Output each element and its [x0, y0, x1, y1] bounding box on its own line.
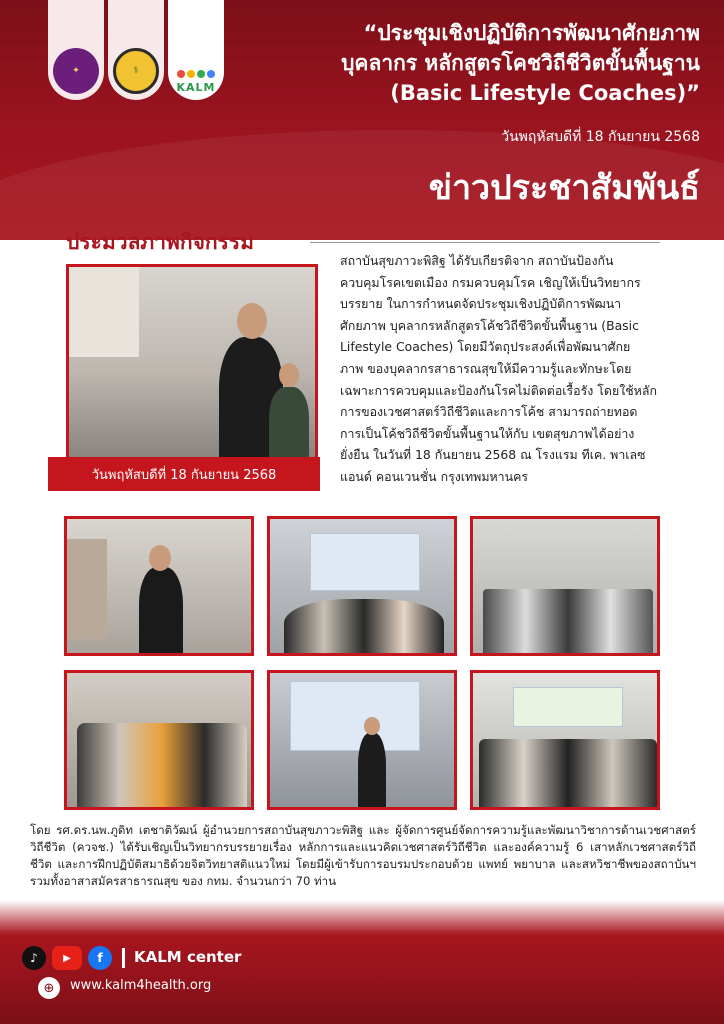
footer-brand: KALM center	[134, 948, 242, 966]
gallery-photo-audience	[470, 516, 660, 656]
description-line: สถาบันสุขภาวะพิสิฐ ได้รับเกียรติจาก สถาบันป้องกัน	[340, 253, 614, 268]
main-photo-caption: วันพฤหัสบดีที่ 18 กันยายน 2568	[48, 457, 320, 491]
event-title-line-2: บุคลากร หลักสูตรโคชวิถีชีวิตขั้นพื้นฐาน	[341, 51, 700, 75]
tiktok-icon[interactable]: ♪	[22, 946, 46, 970]
description-line: ควบคุมโรคเขตเมือง กรมควบคุมโรค เชิญให้เป็นวิทยากร	[340, 274, 641, 290]
gallery-photo-group	[267, 516, 457, 656]
description-text	[340, 250, 662, 488]
section-divider	[310, 242, 660, 243]
gallery-photo-standing-participants	[64, 670, 254, 810]
news-title: ข่าวประชาสัมพันธ์	[428, 168, 700, 208]
bottom-paragraph: โดย รศ.ดร.นพ.ภูดิท เตชาติวัฒน์ ผู้อำนวยการสถาบันสุขภาวะพิสิฐ และ ผู้จัดการศูนย์จัดการความรู้และพัฒนาวิชาการด้านเวชศาสตร์วิถีชีวิต (ควจช.) ได้รับเชิญเป็นวิทยากรบรรยายเรื่อง หลักการและแนวคิดเวชศาสตร์วิถีชีวิต และองค์ความรู้ 6 เสาหลักเวชศาสตร์วิถีชีวิต และการฝึกปฏิบัติสมาธิด้วยจิตวิทยาสติแนวใหม่ โดยมีผู้เข้ารับการอบรมประกอบด้วย แพทย์ พยาบาล และสหวิชาชีพของสถาบันฯ รวมทั้งอาสาสมัครสาธารณสุข ของ กทม. จำนวนกว่า 70 ท่าน	[30, 823, 696, 888]
description-line: การของเวชศาสตร์วิถีชีวิตและการโค้ช สามารถถ่ายทอด	[340, 404, 638, 420]
description-line: การเป็นโค้ชวิถีชีวิตขั้นพื้นฐานให้กับ เขตสุขภาพได้อย่าง	[340, 425, 635, 441]
event-title	[230, 18, 700, 108]
description-line: เฉพาะการควบคุมและป้องกันโรคไม่ติดต่อเรื้อรัง โดยใช้หลัก	[340, 382, 657, 398]
university-seal-icon: ⚕	[113, 48, 159, 94]
description-line: ยั่งยืน ในวันที่ 18 กันยายน 2568 ณ โรงแรม ทีเค. พาเลซ	[340, 447, 646, 463]
logo-tab-university	[108, 0, 164, 100]
event-title-line-3: (Basic Lifestyle Coaches)”	[390, 81, 700, 105]
kalm-logo-text: KALM	[176, 81, 216, 94]
description-line: ภาพ ของบุคลากรสาธารณสุขให้มีความรู้และทักษะโดย	[340, 360, 632, 376]
website-link[interactable]: www.kalm4health.org	[70, 978, 212, 993]
section-heading: ประมวลภาพกิจกรรม	[66, 230, 255, 254]
kalm-dots-icon	[177, 70, 215, 78]
event-title-line-1: “ประชุมเชิงปฏิบัติการพัฒนาศักยภาพ	[363, 21, 700, 45]
logo-tab-institute	[48, 0, 104, 100]
description-line: บรรยาย ในการกำหนดจัดประชุมเชิงปฏิบัติการพัฒนา	[340, 296, 622, 312]
description-line: ศักยภาพ บุคลากรหลักสูตรโค้ชวิถีชีวิตขั้นพื้นฐาน (Basic	[340, 317, 639, 333]
gallery-photo-lecture-slide	[267, 670, 457, 810]
youtube-icon[interactable]: ▶	[52, 946, 82, 970]
gallery-photo-group-wide	[470, 670, 660, 810]
gallery-photo-speaker-gesture	[64, 516, 254, 656]
facebook-icon[interactable]: f	[88, 946, 112, 970]
description-line: Lifestyle Coaches) โดยมีวัตถุประสงค์เพื่อพัฒนาศักย	[340, 339, 631, 355]
header-banner	[0, 0, 724, 240]
logo-tab-kalm	[168, 0, 224, 100]
main-photo-speaker	[66, 264, 318, 460]
globe-icon: ⊕	[38, 977, 60, 999]
kalm-logo	[177, 70, 216, 94]
event-date: วันพฤหัสบดีที่ 18 กันยายน 2568	[501, 129, 700, 145]
footer-divider	[122, 948, 125, 968]
institute-logo-icon: ✦	[53, 48, 99, 94]
description-line: แอนด์ คอนเวนชั่น กรุงเทพมหานคร	[340, 468, 529, 484]
